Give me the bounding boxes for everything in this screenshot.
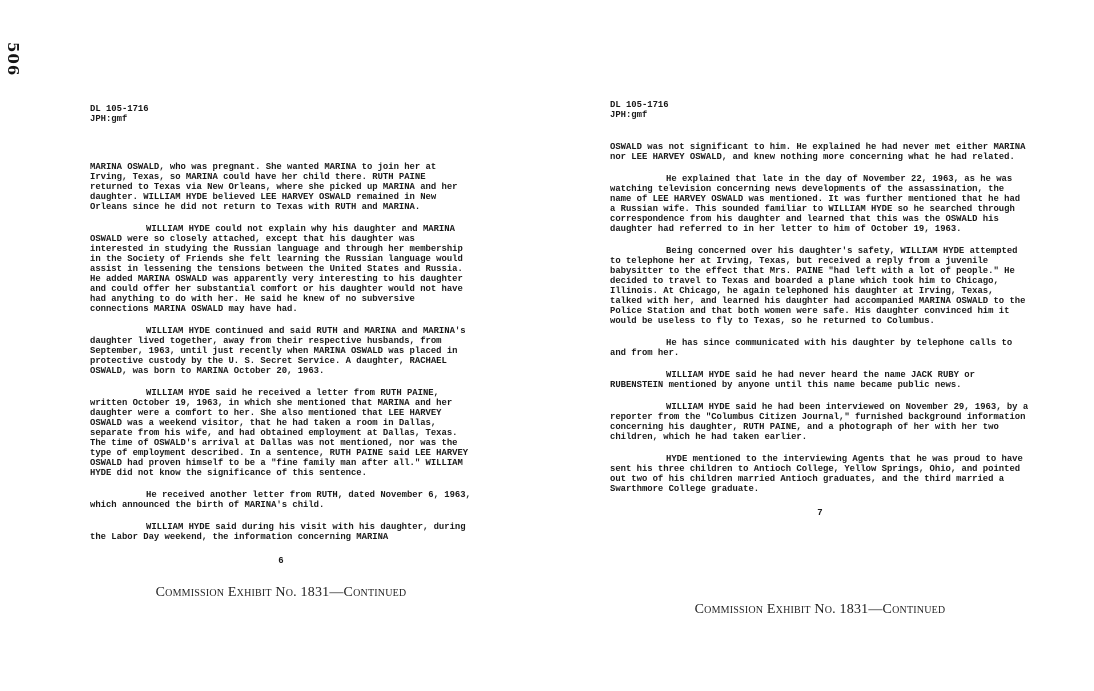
paragraph-5: He received another letter from RUTH, dated November 6, 1963, which announced the birth of MARINA's child. bbox=[90, 490, 471, 510]
paragraph-4: WILLIAM HYDE said he received a letter from RUTH PAINE, written October 19, 1963, in which she mentioned that MARINA and her daughter were a comfort to her. She also mentioned that LEE HARVEY OSWALD was a weekend visitor, that he had taken a room in Dallas, separate from his wife, and had obtained employment at Dallas, Texas. The time of OSWALD's arrival at Dallas was not mentioned, nor was the type of employment described. In a sentence, RUTH PAINE said LEE HARVEY OSWALD had proven himself to be a "fine family man after all." WILLIAM HYDE did not know the significance of this sentence. bbox=[90, 388, 469, 478]
right-document-page bbox=[610, 100, 1030, 518]
file-ref-initials: JPH:gmf bbox=[610, 110, 648, 120]
page-number: 7 bbox=[817, 508, 823, 518]
paragraph-4: He has since communicated with his daughter by telephone calls to and from her. bbox=[610, 338, 1013, 358]
file-reference bbox=[90, 104, 472, 124]
paragraph-7: HYDE mentioned to the interviewing Agents that he was proud to have sent his three children to Antioch College, Yellow Springs, Ohio, and pointed out two of his children married Antioch graduates, and the third married a Swarthmore College graduate. bbox=[610, 454, 1023, 494]
left-document-page bbox=[90, 104, 472, 566]
paragraph-3: Being concerned over his daughter's safety, WILLIAM HYDE attempted to telephone her at Irving, Texas, but received a reply from a juvenile babysitter to the effect that Mrs. PAINE "had left with a lot of people." He decided to travel to Texas and boarded a plane which took him to Chicago, Illinois. At Chicago, he again telephoned his daughter at Irving, Texas, talked with her, and learned his daughter had accompanied MARINA OSWALD to the Police Station and that both women were safe. His daughter convinced him it would be useless to fly to Texas, so he returned to Columbus. bbox=[610, 246, 1026, 326]
file-ref-number: DL 105-1716 bbox=[610, 100, 669, 110]
paragraph-2: WILLIAM HYDE could not explain why his daughter and MARINA OSWALD were so closely attached, except that his daughter was interested in studying the Russian language and through her membership in the Society of Friends she felt learning the Russian language would assist in lessening the tensions between the United States and Russia. He added MARINA OSWALD was apparently very interesting to his daughter and could offer her substantial comfort or his daughter would not have had anything to do with her. He said he knew of no subversive connections MARINA OSWALD may have had. bbox=[90, 224, 463, 314]
side-page-number: 506 bbox=[4, 42, 22, 77]
exhibit-caption: Commission Exhibit No. 1831—Continued bbox=[155, 585, 407, 600]
exhibit-caption: Commission Exhibit No. 1831—Continued bbox=[694, 602, 946, 617]
paragraph-1: MARINA OSWALD, who was pregnant. She wanted MARINA to join her at Irving, Texas, so MARINA could have her child there. RUTH PAINE returned to Texas via New Orleans, where she picked up MARINA and her daughter. WILLIAM HYDE believed LEE HARVEY OSWALD remained in New Orleans since he did not return to Texas with RUTH and MARINA. bbox=[90, 162, 458, 212]
page-number: 6 bbox=[278, 556, 284, 566]
paragraph-2: He explained that late in the day of November 22, 1963, as he was watching television concerning news developments of the assassination, the name of LEE HARVEY OSWALD was mentioned. It was further mentioned that he had a Russian wife. This sounded familiar to WILLIAM HYDE so he searched through correspondence from his daughter and learned that this was the OSWALD his daughter had referred to in her letter to him of October 19, 1963. bbox=[610, 174, 1021, 234]
paragraph-6: WILLIAM HYDE said he had been interviewed on November 29, 1963, by a reporter from the "Columbus Citizen Journal," furnished background information concerning his daughter, RUTH PAINE, and a photograph of her with her two children, which he had taken earlier. bbox=[610, 402, 1029, 442]
paragraph-5: WILLIAM HYDE said he had never heard the name JACK RUBY or RUBENSTEIN mentioned by anyone until this name became public news. bbox=[610, 370, 975, 390]
file-ref-number: DL 105-1716 bbox=[90, 104, 149, 114]
paragraph-3: WILLIAM HYDE continued and said RUTH and MARINA and MARINA's daughter lived together, away from their respective husbands, from September, 1963, until just recently when MARINA OSWALD was placed in protective custody by the U. S. Secret Service. A daughter, RACHAEL OSWALD, was born to MARINA October 20, 1963. bbox=[90, 326, 466, 376]
file-reference bbox=[610, 100, 1030, 120]
file-ref-initials: JPH:gmf bbox=[90, 114, 128, 124]
paragraph-1: OSWALD was not significant to him. He explained he had never met either MARINA nor LEE HARVEY OSWALD, and knew nothing more concerning what he had related. bbox=[610, 142, 1026, 162]
paragraph-6: WILLIAM HYDE said during his visit with his daughter, during the Labor Day weekend, the information concerning MARINA bbox=[90, 522, 466, 542]
